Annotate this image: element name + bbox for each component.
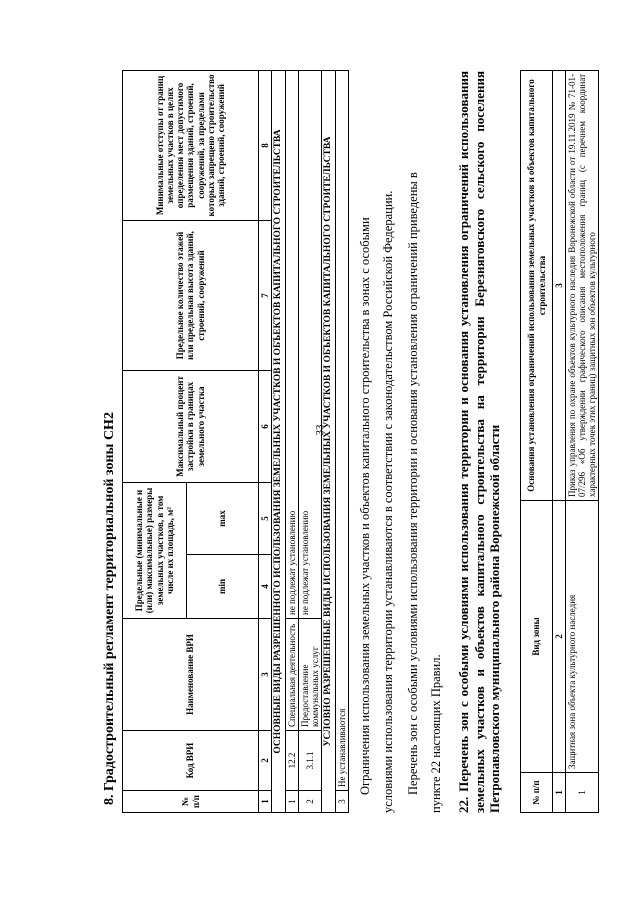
row-text: Не устанавливаются (335, 70, 348, 790)
zones-header-num: № п/п (521, 773, 553, 813)
header-code: Код ВРИ (123, 731, 259, 791)
header-coverage: Максимальный процент застройки в границах земельного участка (123, 370, 259, 482)
table-row (298, 70, 321, 812)
header-setbacks: Минимальные отступы от границ земельных участков в целях определения мест допустимого размещения зданий, строений, сооружений, за пределами которых запрещено строительство зданий, строений, сооружений (123, 70, 259, 220)
column-number: 5 (259, 482, 272, 554)
header-floors: Предельное количество этажей или предельная высота зданий, строений, сооружений (123, 220, 259, 370)
zones-table (520, 70, 599, 813)
paragraph-zone-list: Перечень зон с особыми условиями использования территории и основания установления ограничений приведены в (406, 172, 420, 795)
section-main-uses: ОСНОВНЫЕ ВИДЫ РАЗРЕШЕННОГО ИСПОЛЬЗОВАНИЯ ЗЕМЕЛЬНЫХ УЧАСТКОВ И ОБЪЕКТОВ КАПИТАЛЬНОГО СТРОИТЕЛЬСТВА (272, 70, 286, 812)
section-heading: 8. Градостроительный регламент территориальной зоны СН2 (102, 412, 117, 805)
header-max: max (187, 482, 259, 554)
column-number: 1 (259, 791, 272, 813)
regulation-table (122, 70, 349, 813)
row-name: Специальная деятельность (285, 619, 298, 731)
row-note: не подлежат установлению (285, 70, 298, 618)
row-num: 2 (298, 791, 321, 813)
zone-row-type: Защитная зона объекта культурного наследия (566, 501, 599, 773)
column-number: 7 (259, 220, 272, 370)
column-number: 2 (259, 731, 272, 791)
page-number: 33 (314, 424, 326, 436)
column-number: 8 (259, 70, 272, 220)
zones-header-basis: Основания установления ограничений использования земельных участков и объектов капитального строительства (521, 71, 553, 501)
zones-header-zone: Вид зоны (521, 501, 553, 773)
header-min: min (187, 555, 259, 619)
header-name: Наименование ВРИ (123, 619, 259, 731)
paragraph-restrictions-cont: условиями использования территории устанавливаются в соответствии с законодательством Российской Федерации. (381, 190, 395, 813)
paragraph-zone-list-cont: пункте 22 настоящих Правил. (429, 654, 443, 813)
zone-row-basis: Приказ управления по охране объектов культурного наследия Воронежской области от 19.11.2019 № 71-01-07/296 «Об утверждении графического описания местоположения границ (с перечнем координат характерных точек этих границ) защитных зон объектов культурного (566, 71, 599, 501)
table-row (566, 71, 599, 813)
section-22-title: 22. Перечень зон с особыми условиями использования территории и основания установления ограничений использования земельных участков и объектов капитального строительства на территории Березняговского сельского поселения Петропавловского муниципального района Воронежской области (456, 71, 503, 813)
row-num: 1 (285, 791, 298, 813)
header-limits: Предельные (минимальные и (или) максимальные) размеры земельных участков, в том числе их площадь, м² (123, 482, 187, 618)
header-num: № п/п (123, 791, 259, 813)
section-conditional-uses: УСЛОВНО РАЗРЕШЕННЫЕ ВИДЫ ИСПОЛЬЗОВАНИЯ ЗЕМЕЛЬНЫХ УЧАСТКОВ И ОБЪЕКТОВ КАПИТАЛЬНОГО СТРОИТЕЛЬСТВА (321, 70, 335, 812)
column-number: 2 (553, 501, 566, 773)
row-code: 3.1.1 (298, 731, 321, 791)
column-number: 6 (259, 370, 272, 482)
row-num: 3 (335, 791, 348, 813)
row-code: 12.2 (285, 731, 298, 791)
column-number: 3 (553, 71, 566, 501)
zone-row-num: 1 (566, 773, 599, 813)
column-number: 3 (259, 619, 272, 731)
column-number: 1 (553, 773, 566, 813)
paragraph-restrictions: Ограничения использования земельных участков и объектов капитального строительства в зонах с особыми (358, 217, 372, 795)
row-name: Предоставление коммунальных услуг (298, 619, 321, 731)
table-row (335, 70, 348, 812)
row-note: не подлежат установлению (298, 70, 321, 618)
table-row (285, 70, 298, 812)
column-number: 4 (259, 555, 272, 619)
